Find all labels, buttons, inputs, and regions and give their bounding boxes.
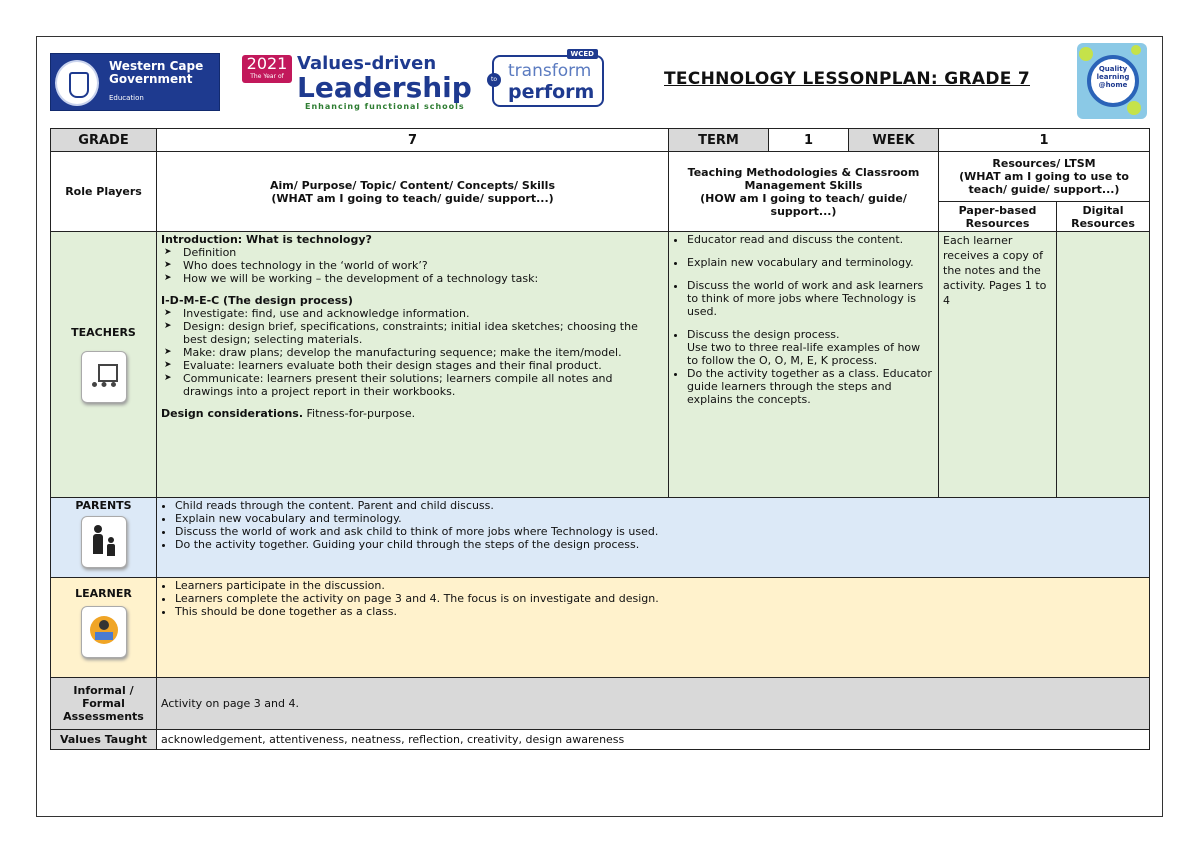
wcg-line2: Government bbox=[109, 72, 193, 86]
learner-row bbox=[51, 578, 1150, 678]
learner-list bbox=[161, 579, 1145, 618]
parents-content bbox=[157, 498, 1150, 578]
role-players-header: Role Players bbox=[51, 152, 157, 232]
learner-label-cell bbox=[51, 578, 157, 678]
parents-label: PARENTS bbox=[75, 499, 132, 512]
term-label: TERM bbox=[669, 129, 769, 152]
methods-list bbox=[673, 233, 934, 406]
methods-header-line1: Teaching Methodologies & Classroom Management Skills bbox=[687, 165, 920, 192]
list-item: • Discuss the world of work and ask learners to think of more jobs where Technology is used. bbox=[687, 279, 934, 318]
grade-value: 7 bbox=[157, 129, 669, 152]
values-label: Values Taught bbox=[51, 730, 157, 750]
learner-content bbox=[157, 578, 1150, 678]
assessment-text: Activity on page 3 and 4. bbox=[157, 678, 1150, 730]
grade-label: GRADE bbox=[51, 129, 157, 152]
digital-resources-header: Digital Resources bbox=[1057, 202, 1150, 232]
list-item: • Child reads through the content. Parent and child discuss. bbox=[175, 499, 1145, 512]
parents-label-cell bbox=[51, 498, 157, 578]
methods-header-line2: (HOW am I going to teach/ guide/ support...) bbox=[700, 191, 907, 218]
resources-header-line1: Resources/ LTSM bbox=[992, 157, 1096, 170]
intro-heading: Introduction: What is technology? bbox=[161, 233, 372, 246]
values-driven-leadership-logo bbox=[241, 53, 473, 113]
method-text: Discuss the design process. bbox=[687, 328, 840, 341]
transform-perform-logo bbox=[490, 50, 604, 107]
list-item: • This should be done together as a class. bbox=[175, 605, 1145, 618]
teachers-label-cell bbox=[51, 232, 157, 498]
parents-list bbox=[161, 499, 1145, 551]
vdl-line2: Leadership bbox=[297, 71, 472, 104]
week-label: WEEK bbox=[849, 129, 939, 152]
wced-tag: WCED bbox=[567, 49, 598, 59]
parents-row bbox=[51, 498, 1150, 578]
year-number: 2021 bbox=[246, 54, 288, 73]
resources-header-line2: (WHAT am I going to use to teach/ guide/ support...) bbox=[959, 170, 1129, 196]
resources-header bbox=[939, 152, 1150, 202]
list-item: ➤ Communicate: learners present their solutions; learners compile all notes and drawings into a project report in their workbooks. bbox=[161, 372, 664, 398]
method-extra: Use two to three real-life examples of how to follow the O, O, M, E, K process. bbox=[687, 341, 921, 367]
list-item: • Learners participate in the discussion. bbox=[175, 579, 1145, 592]
list-item: • Learners complete the activity on page 3 and 4. The focus is on investigate and design. bbox=[175, 592, 1145, 605]
list-item: • Educator read and discuss the content. bbox=[687, 233, 934, 246]
page-title: TECHNOLOGY LESSONPLAN: GRADE 7 bbox=[664, 69, 1030, 89]
assessment-row bbox=[51, 678, 1150, 730]
learner-icon bbox=[81, 606, 127, 658]
teachers-row bbox=[51, 232, 1150, 498]
list-item: • Explain new vocabulary and terminology. bbox=[687, 256, 934, 269]
list-item: • Do the activity together as a class. Educator guide learners through the steps and explains the concepts. bbox=[687, 367, 934, 406]
list-item: ➤ Design: design brief, specifications, constraints; initial idea sketches; choosing the best design; selecting materials. bbox=[161, 320, 664, 346]
intro-list bbox=[161, 246, 664, 285]
methods-header bbox=[669, 152, 939, 232]
list-item: • Do the activity together. Guiding your child through the steps of the design process. bbox=[175, 538, 1145, 551]
vdl-line1: Values-driven bbox=[297, 53, 437, 74]
assessment-label: Informal / Formal Assessments bbox=[51, 678, 157, 730]
idmec-heading: I-D-M-E-C (The design process) bbox=[161, 294, 353, 307]
lesson-plan-table bbox=[50, 128, 1150, 750]
values-text: acknowledgement, attentiveness, neatness, reflection, creativity, design awareness bbox=[157, 730, 1150, 750]
bubble-icon bbox=[1079, 47, 1093, 61]
parent-child-icon bbox=[81, 516, 127, 568]
design-considerations bbox=[161, 407, 664, 420]
quality-learning-logo bbox=[1077, 43, 1147, 119]
aim-header-line2: (WHAT am I going to teach/ guide/ support...) bbox=[271, 191, 554, 205]
tp-line1: transform bbox=[508, 61, 592, 81]
tp-line2: perform bbox=[508, 81, 595, 103]
to-dot: to bbox=[487, 73, 501, 87]
list-item bbox=[687, 328, 934, 367]
aim-header bbox=[157, 152, 669, 232]
teacher-icon bbox=[81, 351, 127, 403]
vdl-tagline: Enhancing functional schools bbox=[305, 102, 465, 111]
year-badge bbox=[242, 55, 292, 83]
list-item: ➤ How we will be working – the development of a technology task: bbox=[161, 272, 664, 285]
coat-of-arms-icon bbox=[55, 60, 99, 106]
year-sub: The Year of bbox=[250, 73, 284, 80]
teachers-methods bbox=[669, 232, 939, 498]
teachers-label: TEACHERS bbox=[71, 326, 136, 339]
digital-resources bbox=[1057, 232, 1150, 498]
design-text: Fitness-for-purpose. bbox=[306, 407, 416, 420]
learner-label: LEARNER bbox=[75, 587, 132, 600]
aim-header-line1: Aim/ Purpose/ Topic/ Content/ Concepts/ Skills bbox=[270, 178, 555, 192]
list-item: • Explain new vocabulary and terminology. bbox=[175, 512, 1145, 525]
list-item: ➤ Evaluate: learners evaluate both their design stages and their final product. bbox=[161, 359, 664, 372]
teachers-content bbox=[157, 232, 669, 498]
list-item: ➤ Make: draw plans; develop the manufacturing sequence; make the item/model. bbox=[161, 346, 664, 359]
list-item: • Discuss the world of work and ask child to think of more jobs where Technology is used. bbox=[175, 525, 1145, 538]
design-heading: Design considerations. bbox=[161, 407, 303, 420]
list-item: ➤ Who does technology in the ‘world of work’? bbox=[161, 259, 664, 272]
ql-text: Quality learning @home bbox=[1096, 65, 1130, 89]
wcg-line1: Western Cape bbox=[109, 59, 204, 73]
values-row bbox=[51, 730, 1150, 750]
week-value: 1 bbox=[939, 129, 1150, 152]
western-cape-government-logo bbox=[50, 53, 220, 111]
header-row bbox=[51, 152, 1150, 202]
bubble-icon bbox=[1127, 101, 1141, 115]
grade-row bbox=[51, 129, 1150, 152]
term-value: 1 bbox=[769, 129, 849, 152]
list-item: ➤ Investigate: find, use and acknowledge information. bbox=[161, 307, 664, 320]
bubble-icon bbox=[1131, 45, 1141, 55]
paper-resources-header: Paper-based Resources bbox=[939, 202, 1057, 232]
paper-resources: Each learner receives a copy of the notes and the activity. Pages 1 to 4 bbox=[939, 232, 1057, 498]
wcg-line3: Education bbox=[109, 94, 144, 102]
idmec-list bbox=[161, 307, 664, 398]
list-item: ➤ Definition bbox=[161, 246, 664, 259]
